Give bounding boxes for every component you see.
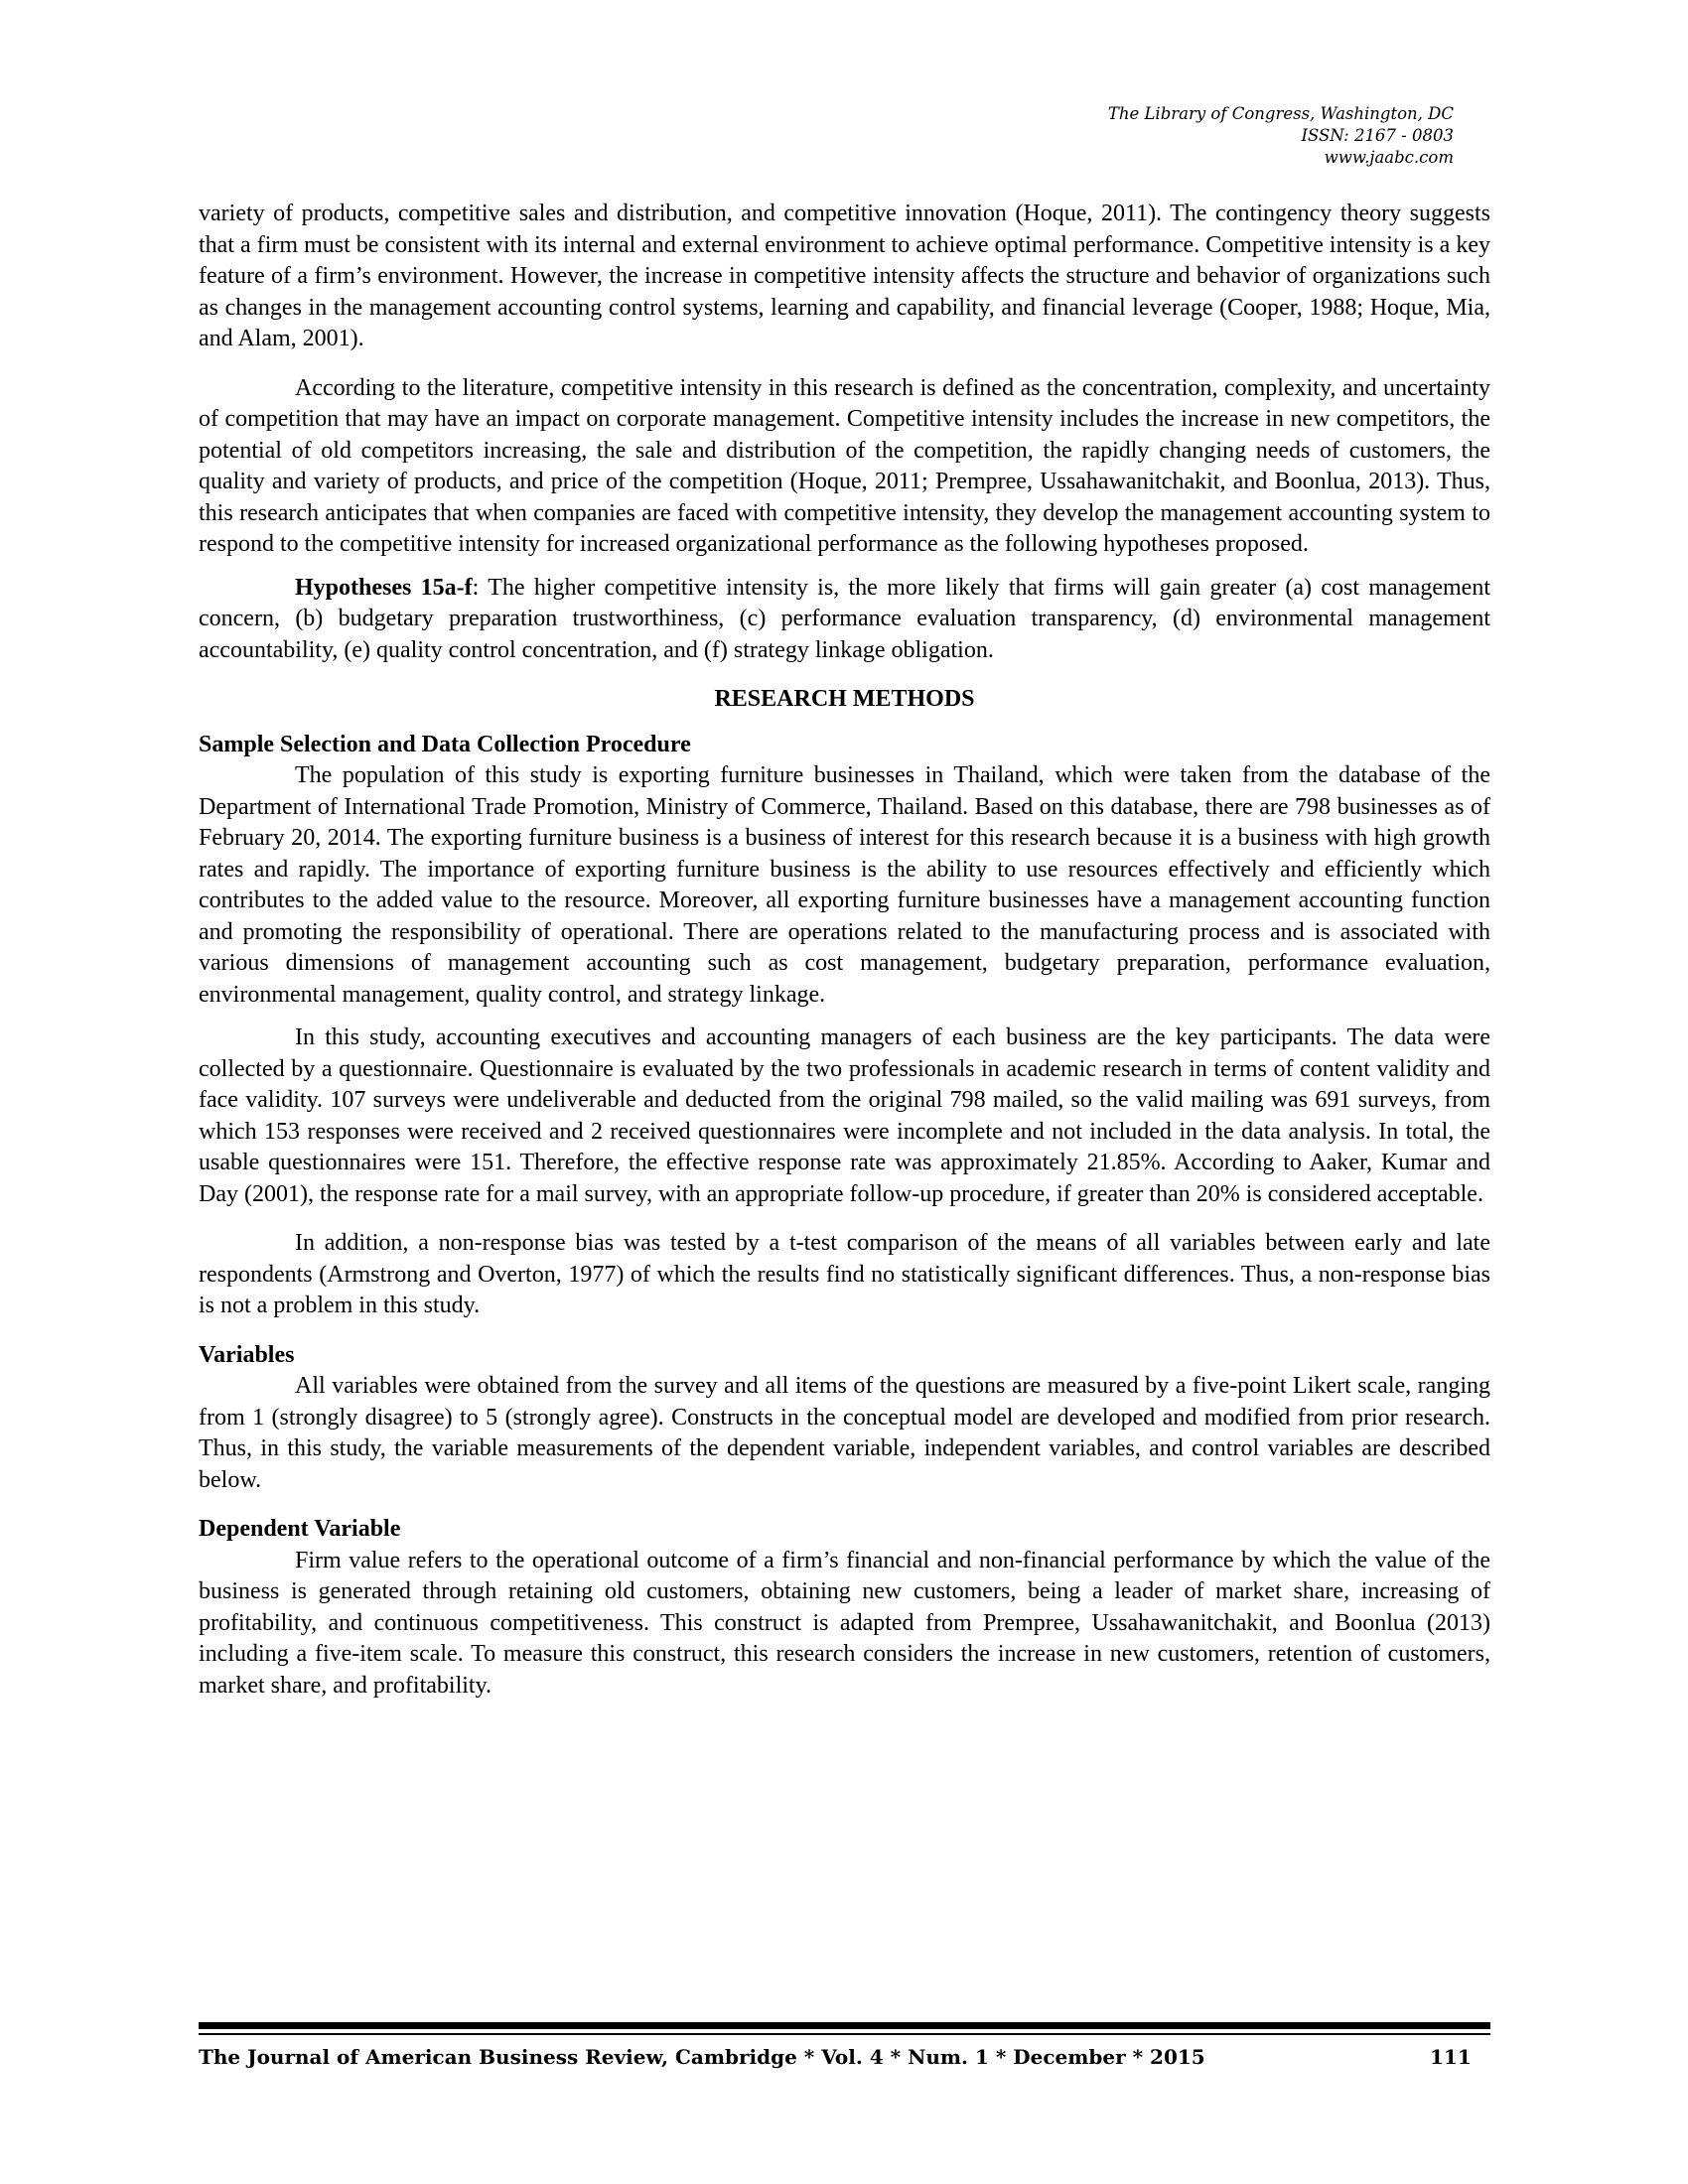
article-body [199, 199, 1490, 1702]
header-issn: ISSN: 2167 - 0803 [1301, 126, 1454, 145]
paragraph-nonresponse-bias: In addition, a non-response bias was tested by a t-test comparison of the means of all variables between early and late respondents (Armstrong and Overton, 1977) of which the results find no statistically significant differences. Thus, a non-response bias is not a problem in this study. [199, 1230, 1490, 1318]
hypothesis-text: : The higher competitive intensity is, the more likely that firms will gain greater (a) cost management concern, (b) budgetary preparation trustworthiness, (c) performance evaluation transparency, (d) environmental management accountability, (e) quality control concentration, and (f) strategy linkage obligation. [199, 574, 1490, 663]
section-title: RESEARCH METHODS [714, 686, 975, 712]
footer-rule-thick [199, 2022, 1490, 2029]
hypothesis-paragraph [199, 573, 1490, 667]
paragraph-population: The population of this study is exporting furniture businesses in Thailand, which were taken from the database of the Department of International Trade Promotion, Ministry of Commerce, Thailand. Based on this database, there are 798 businesses as of February 20, 2014. The exporting furniture business is a business of interest for this research because it is a business with high growth rates and rapidly. The importance of exporting furniture business is the ability to use resources effectively and efficiently which contributes to the added value to the resource. Moreover, all exporting furniture businesses have a management accounting function and promoting the responsibility of operational. There are operations related to the manufacturing process and is associated with various dimensions of management accounting such as cost management, budgetary preparation, performance evaluation, environmental management, quality control, and strategy linkage. [199, 762, 1490, 1008]
paragraph-variables: All variables were obtained from the survey and all items of the questions are measured by a five-point Likert scale, ranging from 1 (strongly disagree) to 5 (strongly agree). Constructs in the conceptual model are developed and modified from prior research. Thus, in this study, the variable measurements of the dependent variable, independent variables, and control variables are described below. [199, 1373, 1490, 1493]
subsection-title-variables: Variables [199, 1341, 295, 1368]
paragraph-firm-value: Firm value refers to the operational outcome of a firm’s financial and non-financial performance by which the value of the business is generated through retaining old customers, obtaining new customers, being a leader of market share, increasing of profitability, and continuous competitiveness. This construct is adapted from Prempree, Ussahawanitchakit, and Boonlua (2013) including a five-item scale. To measure this construct, this research considers the increase in new customers, retention of customers, market share, and profitability. [199, 1547, 1490, 1699]
running-header [1108, 103, 1454, 169]
hypothesis-label: Hypotheses 15a-f [295, 574, 473, 601]
footer-journal-citation: The Journal of American Business Review, Cambridge * Vol. 4 * Num. 1 * December * 2015 [199, 2045, 1205, 2069]
footer-rule-thin [199, 2033, 1490, 2035]
paragraph-competitive-intensity: According to the literature, competitive intensity in this research is defined as the concentration, complexity, and uncertainty of competition that may have an impact on corporate management. Competitive intensity includes the increase in new competitors, the potential of old competitors increasing, the sale and distribution of the competition, the rapidly changing needs of customers, the quality and variety of products, and price of the competition (Hoque, 2011; Prempree, Ussahawanitchakit, and Boonlua, 2013). Thus, this research anticipates that when companies are faced with competitive intensity, they develop the management accounting system to respond to the competitive intensity for increased organizational performance as the following hypotheses proposed. [199, 374, 1490, 557]
subsection-title-sample-selection: Sample Selection and Data Collection Procedure [199, 731, 691, 757]
page-footer [199, 2042, 1490, 2072]
header-publisher: The Library of Congress, Washington, DC [1107, 104, 1454, 123]
paragraph-continuation: variety of products, competitive sales and distribution, and competitive innovation (Hoque, 2011). The contingency theory suggests that a firm must be consistent with its internal and external environment to achieve optimal performance. Competitive intensity is a key feature of a firm’s environment. However, the increase in competitive intensity affects the structure and behavior of organizations such as changes in the management accounting control systems, learning and capability, and financial leverage (Cooper, 1988; Hoque, Mia, and Alam, 2001). [199, 201, 1490, 351]
subsection-title-dependent-variable: Dependent Variable [199, 1516, 401, 1542]
paragraph-data-collection: In this study, accounting executives and accounting managers of each business are the key participants. The data were collected by a questionnaire. Questionnaire is evaluated by the two professionals in academic research in terms of content validity and face validity. 107 surveys were undeliverable and deducted from the original 798 mailed, so the valid mailing was 691 surveys, from which 153 responses were received and 2 received questionnaires were incomplete and not included in the data analysis. In total, the usable questionnaires were 151. Therefore, the effective response rate was approximately 21.85%. According to Aaker, Kumar and Day (2001), the response rate for a mail survey, with an appropriate follow-up procedure, if greater than 20% is considered acceptable. [199, 1024, 1490, 1207]
page-number: 111 [1430, 2045, 1472, 2069]
header-website: www.jaabc.com [1324, 148, 1454, 167]
